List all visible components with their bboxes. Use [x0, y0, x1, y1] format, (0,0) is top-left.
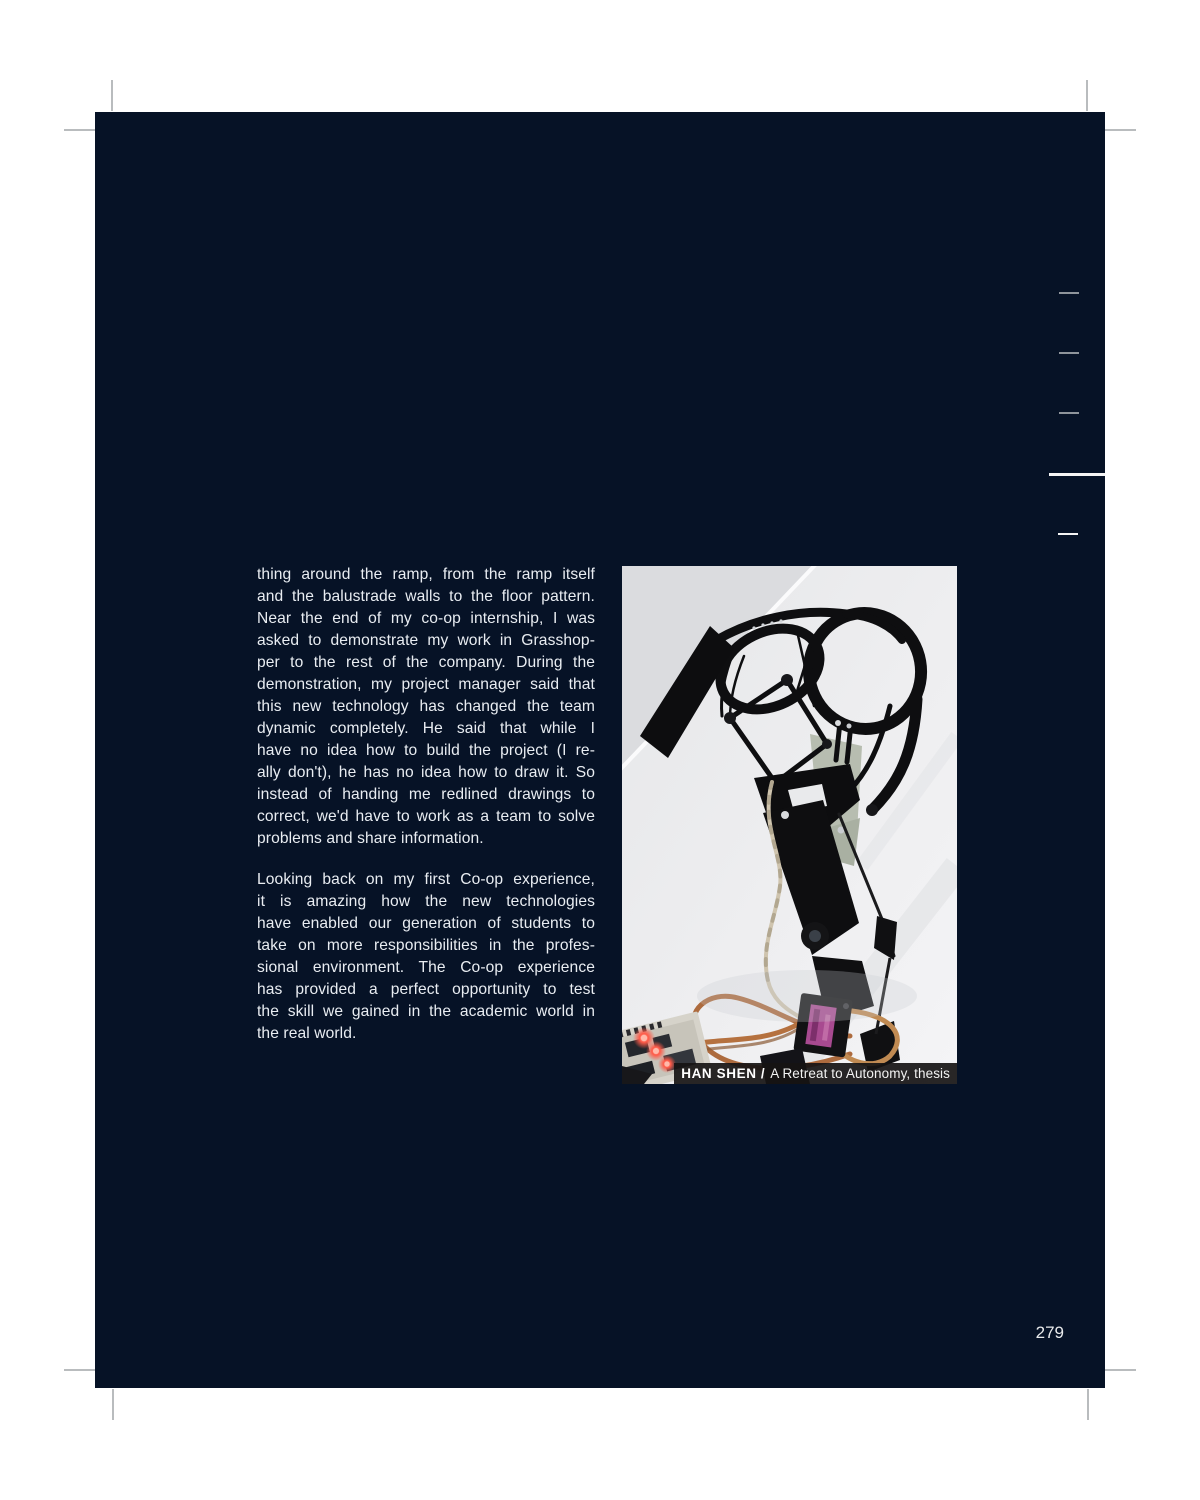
caption-author: HAN SHEN / [681, 1066, 766, 1081]
edge-dash-mark [1059, 292, 1079, 294]
text-line: have no idea how to build the project (I re- [257, 742, 595, 759]
caption-title: A Retreat to Autonomy, thesis [770, 1066, 950, 1081]
text-line: asked to demonstrate my work in Grasshop- [257, 632, 595, 649]
edge-dash-mark [1059, 352, 1079, 354]
text-line: per to the rest of the company. During the [257, 654, 595, 671]
text-line: Near the end of my co-op internship, I was [257, 610, 595, 627]
thesis-photo-figure [622, 566, 957, 1084]
photo-caption [674, 1063, 957, 1084]
crop-mark-top-left-vertical [111, 80, 113, 111]
crop-mark-bottom-left-horizontal [64, 1369, 95, 1371]
crop-mark-bottom-right-horizontal [1105, 1369, 1136, 1371]
text-line: it is amazing how the new technologies [257, 893, 595, 910]
paragraph [257, 564, 595, 850]
body-text-column [257, 564, 595, 1045]
text-line: dynamic completely. He said that while I [257, 720, 595, 737]
robot-linkage-photo [622, 566, 957, 1084]
crop-mark-bottom-right-vertical [1087, 1389, 1089, 1420]
text-line: the skill we gained in the academic world in [257, 1003, 595, 1020]
paragraph [257, 869, 595, 1045]
crop-mark-top-right-horizontal [1105, 129, 1136, 131]
text-line: the real world. [257, 1025, 357, 1042]
text-line: instead of handing me redlined drawings to [257, 786, 595, 803]
text-line: ally don't), he has no idea how to draw it. So [257, 764, 595, 781]
text-line: sional environment. The Co-op experience [257, 959, 595, 976]
crop-mark-top-left-horizontal [64, 129, 95, 131]
edge-rule-mark [1049, 473, 1105, 476]
crop-mark-bottom-left-vertical [112, 1389, 114, 1420]
text-line: demonstration, my project manager said that [257, 676, 595, 693]
edge-dash-mark [1058, 533, 1078, 535]
page-number: 279 [1035, 1323, 1064, 1342]
text-line: this new technology has changed the team [257, 698, 595, 715]
book-page [95, 112, 1105, 1388]
text-line: has provided a perfect opportunity to test [257, 981, 595, 998]
text-line: have enabled our generation of students to [257, 915, 595, 932]
crop-mark-top-right-vertical [1086, 80, 1088, 111]
edge-dash-mark [1059, 412, 1079, 414]
text-line: Looking back on my first Co-op experience, [257, 871, 595, 888]
text-line: and the balustrade walls to the floor pattern. [257, 588, 595, 605]
text-line: problems and share information. [257, 830, 484, 847]
text-line: take on more responsibilities in the profes- [257, 937, 595, 954]
text-line: thing around the ramp, from the ramp itself [257, 566, 595, 583]
text-line: correct, we'd have to work as a team to solve [257, 808, 595, 825]
